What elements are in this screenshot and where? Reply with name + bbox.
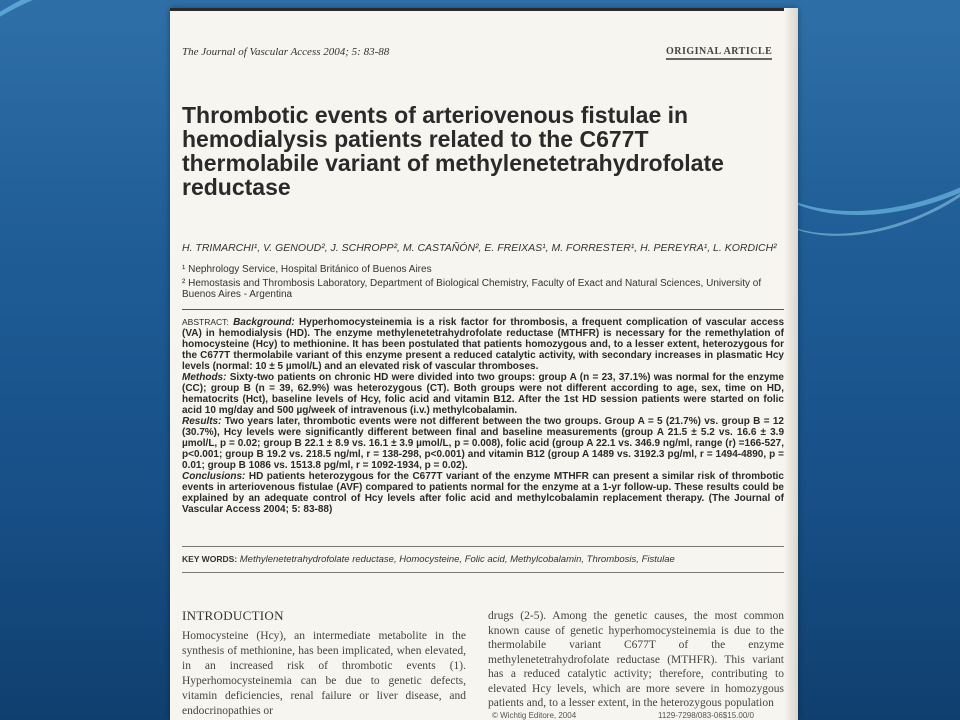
abstract-results: [182, 416, 784, 471]
paper-page: [170, 8, 798, 720]
methods-label: Methods:: [182, 372, 227, 383]
keywords-label: KEY WORDS:: [182, 554, 238, 564]
divider: [182, 572, 784, 573]
divider: [182, 546, 784, 547]
introduction-column-1: Homocysteine (Hcy), an intermediate metabolite in the synthesis of methionine, has been implicated, when elevated, in an increased risk of thrombotic events (1). Hyperhomocysteinemia can be due to genetic defects, vitamin deficiencies, renal failure or liver disease, and endocrinopathies or: [182, 630, 466, 717]
conclusions-text: HD patients heterozygous for the C677T variant of the enzyme MTHFR can present a similar risk of thrombotic events in arteriovenous fistulae (AVF) compared to patients normal for the enzyme at a 1-yr follow-up. These results could be explained by an adequate control of Hcy levels after folic acid and methylcobalamin replacement therapy. (The Journal of Vascular Access 2004; 5: 83-88): [182, 471, 784, 515]
keywords-value: Methylenetetrahydrofolate reductase, Homocysteine, Folic acid, Methylcobalamin, Thrombosis, Fistulae: [239, 554, 675, 565]
affiliation-2: ² Hemostasis and Thrombosis Laboratory, Department of Biological Chemistry, Faculty of Exact and Natural Sciences, University of Buenos Aires - Argentina: [182, 277, 762, 300]
keywords: [182, 554, 784, 565]
conclusions-label: Conclusions:: [182, 471, 246, 482]
divider: [182, 309, 784, 310]
article-code: 1129-7298/083-06$15.00/0: [658, 711, 754, 720]
journal-citation: The Journal of Vascular Access 2004; 5: 83-88: [182, 46, 390, 58]
affiliations: [182, 264, 782, 303]
author-list: H. TRIMARCHI¹, V. GENOUD², J. SCHROPP², M. CASTAÑÓN², E. FREIXAS¹, M. FORRESTER¹, H. PEREYRA¹, L. KORDICH²: [182, 242, 777, 254]
page-top-edge: [170, 8, 798, 11]
publisher-copyright: © Wichtig Editore, 2004: [492, 711, 577, 720]
paper-title: Thrombotic events of arteriovenous fistulae in hemodialysis patients related to the C677T thermolabile variant of methylenetetrahydrofolate reductase: [182, 102, 724, 200]
article-type-badge: ORIGINAL ARTICLE: [666, 46, 772, 60]
introduction-heading: INTRODUCTION: [182, 608, 284, 623]
results-label: Results:: [182, 416, 222, 427]
background-text: Hyperhomocysteinemia is a risk factor for thrombosis, a frequent complication of vascular access (VA) in hemodialysis (HD). The enzyme methylenetetrahydrofolate reductase (MTHFR) is necessary for the remethylation of homocysteine (Hcy) to methionine. It has been postulated that patients homozygous and, to a lesser extent, heterozygous for the C677T thermolabile variant of this enzyme present a reduced catalytic activity, with secondary increases in plasmatic Hcy levels (normal: 10 ± 5 µmol/L) and an elevated risk of vascular thromboses.: [182, 317, 784, 372]
abstract-label: ABSTRACT:: [182, 317, 229, 327]
affiliation-1: ¹ Nephrology Service, Hospital Británico of Buenos Aires: [182, 264, 432, 275]
abstract: [182, 317, 784, 515]
methods-text: Sixty-two patients on chronic HD were divided into two groups: group A (n = 23, 37.1%) was normal for the enzyme (CC); group B (n = 39, 62.9%) was heterozygous (CT). Both groups were not different according to age, sex, time on HD, hematocrits (Hct), baseline levels of Hcy, folic acid and vitamin B12. After the 1st HD session patients were started on folic acid 10 mg/day and 500 µg/week of intravenous (i.v.) methylcobalamin.: [182, 372, 784, 416]
abstract-methods: [182, 372, 784, 416]
abstract-conclusions: [182, 471, 784, 515]
page-right-edge: [784, 8, 798, 720]
background-label: Background:: [233, 317, 295, 328]
results-text: Two years later, thrombotic events were not different between the two groups. Group A = 5 (21.7%) vs. group B = 12 (30.7%), Hcy levels were significantly different between final and baseline measurements (group A 21.5 ± 5.2 vs. 16.6 ± 3.9 µmol/L, p = 0.02; group B 22.1 ± 8.9 vs. 16.1 ± 3.9 µmol/L, p = 0.008), folic acid (group A 22.1 vs. 346.9 ng/ml, range (r) =166-527, p<0.001; group B 19.2 vs. 218.5 ng/ml, r = 138-298, p<0.001) and vitamin B12 (group A 1489 vs. 3192.3 pg/ml, r = 1494-4890, p = 0.01; group B 1086 vs. 1513.8 pg/ml, r = 1092-1934, p = 0.02).: [182, 416, 784, 471]
introduction-column-2: drugs (2-5). Among the genetic causes, the most common known cause of genetic hyperhomocysteinemia is due to the thermolabile variant C677T of the enzyme methylenetetrahydrofolate reductase (MTHFR). This variant has a reduced catalytic activity; therefore, contributing to elevated Hcy levels, which are more severe in homozygous patients and, to a lesser extent, in the heterozygous population: [488, 610, 784, 709]
abstract-background: [182, 317, 784, 372]
